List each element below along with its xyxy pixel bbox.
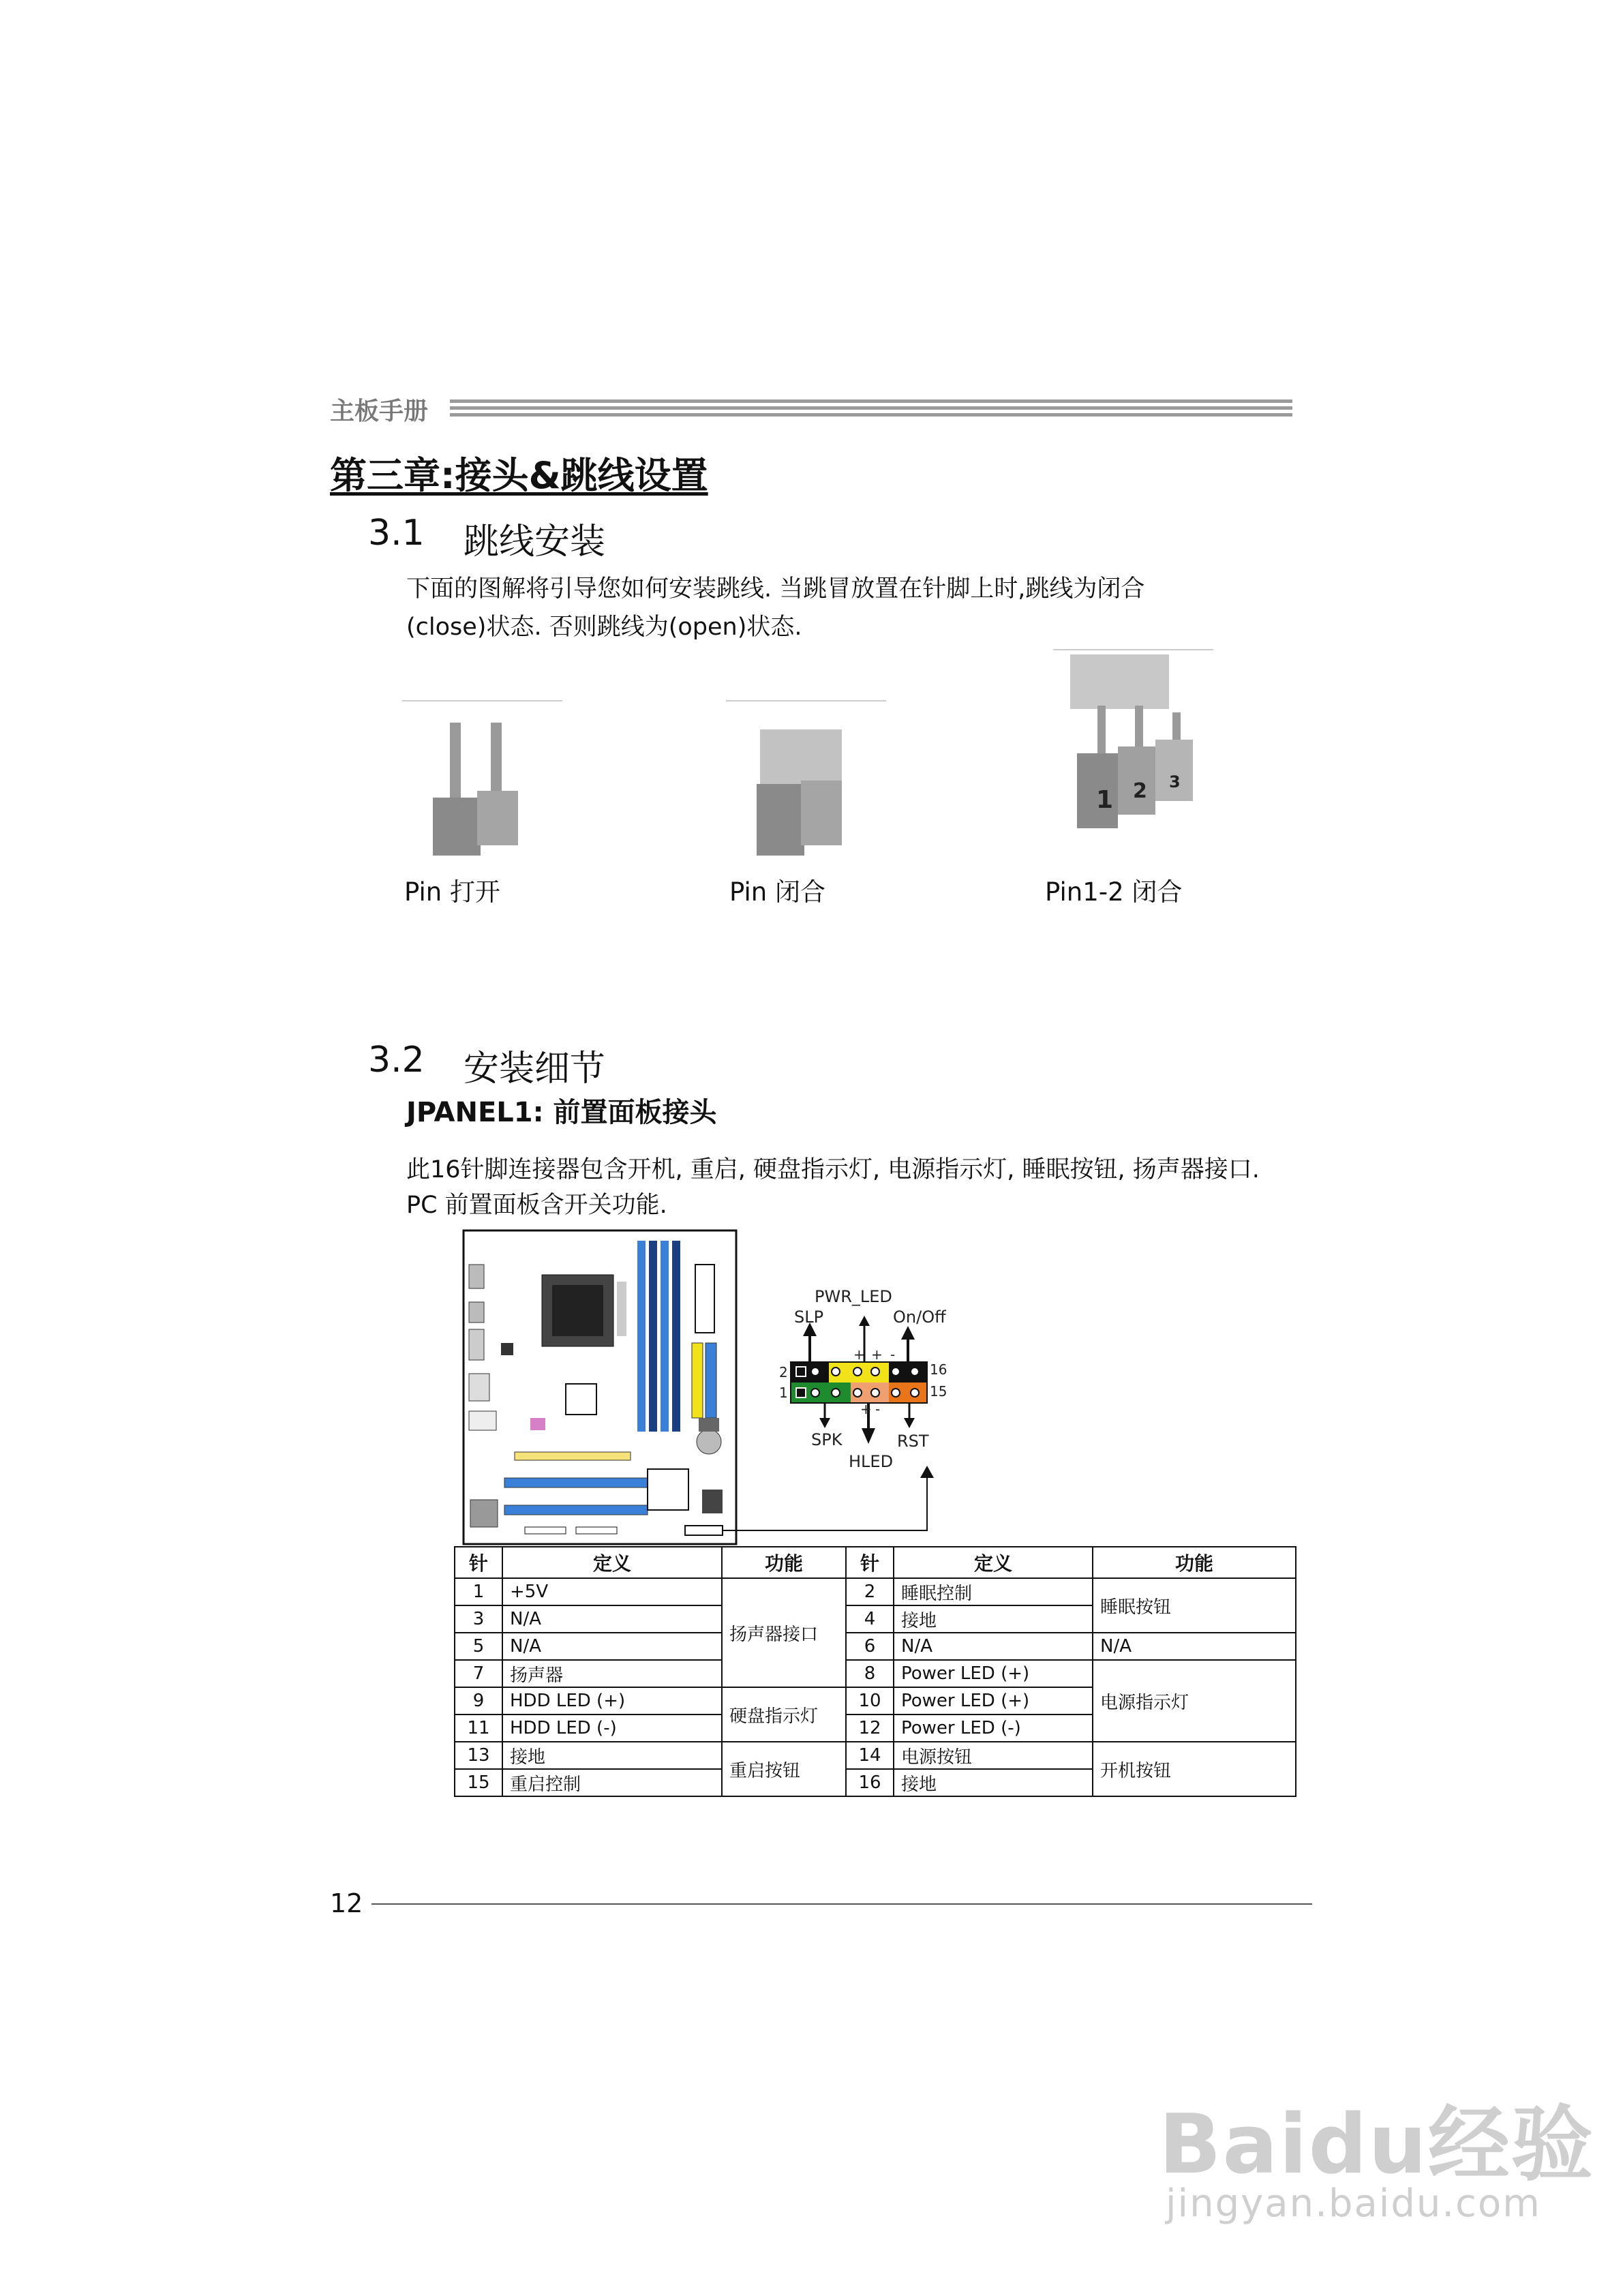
th-def-left: 定义 [502, 1547, 722, 1578]
section-3-1-para-1: 下面的图解将引导您如何安装跳线. 当跳冒放置在针脚上时,跳线为闭合 [406, 575, 1145, 603]
table-row: 13 接地 重启按钮 14 电源按钮 开机按钮 [455, 1742, 1296, 1769]
label-rst: RST [897, 1432, 929, 1451]
ram-slot [649, 1241, 657, 1432]
th-def-right: 定义 [894, 1547, 1093, 1578]
jpanel1-pin-table [454, 1546, 1296, 1797]
func-sleep: 睡眠按钮 [1093, 1578, 1296, 1633]
jumper-pin-1-label: 1 [1096, 786, 1114, 814]
func-hdd-led: 硬盘指示灯 [722, 1687, 846, 1742]
jpanel1-on-board [685, 1526, 723, 1535]
func-power-led: 电源指示灯 [1093, 1660, 1296, 1742]
ram-slot [661, 1241, 669, 1432]
ram-slot [672, 1241, 680, 1432]
func-na: N/A [1093, 1633, 1296, 1660]
table-row: 9 HDD LED (+) 硬盘指示灯 10 Power LED (+) [455, 1687, 1296, 1715]
func-reset: 重启按钮 [722, 1742, 846, 1796]
func-speaker: 扬声器接口 [722, 1578, 846, 1687]
table-row: 1 +5V 扬声器接口 2 睡眠控制 睡眠按钮 [455, 1578, 1296, 1605]
table-row: 15 重启控制 16 接地 [455, 1769, 1296, 1796]
baidu-watermark-logo: Baidu经验 [1159, 2098, 1594, 2192]
th-func-left: 功能 [722, 1547, 846, 1578]
label-minus-top: - [890, 1346, 896, 1363]
jpanel1-title: JPANEL1: 前置面板接头 [406, 1097, 717, 1128]
label-pin-15: 15 [930, 1383, 947, 1400]
jpanel1-connector [791, 1316, 927, 1444]
func-power-button: 开机按钮 [1093, 1742, 1296, 1796]
label-slp: SLP [794, 1308, 824, 1327]
section-3-2-para-1: 此16针脚连接器包含开机, 重启, 硬盘指示灯, 电源指示灯, 睡眠按钮, 扬声器接口. [406, 1156, 1260, 1183]
chapter-title: 第三章:接头&跳线设置 [330, 454, 708, 497]
table-row: 3 N/A 4 接地 [455, 1605, 1296, 1633]
section-3-1-title: 跳线安装 [464, 522, 606, 562]
label-on-off: On/Off [893, 1308, 946, 1327]
section-3-2-para-2: PC 前置面板含开关功能. [406, 1192, 667, 1219]
ram-slot [637, 1241, 646, 1432]
manual-header-title: 主板手册 [330, 397, 429, 425]
label-pwr-led: PWR_LED [815, 1287, 892, 1306]
jumper-1-2-closed-illustration [1050, 644, 1241, 849]
label-pin-16: 16 [930, 1361, 947, 1378]
page-number: 12 [330, 1888, 363, 1918]
jumper-pin-3-label: 3 [1169, 772, 1181, 791]
label-minus-bottom: - [875, 1401, 881, 1417]
label-spk: SPK [811, 1430, 843, 1449]
label-plus-top-1: + [853, 1346, 865, 1363]
table-row: 5 N/A 6 N/A N/A [455, 1633, 1296, 1660]
label-plus-bottom: + [860, 1401, 872, 1417]
footer-rule [371, 1903, 1312, 1905]
label-pin-1: 1 [779, 1385, 788, 1401]
label-pin-2: 2 [779, 1364, 788, 1380]
jumper-open-illustration [399, 695, 569, 859]
table-row: 7 扬声器 8 Power LED (+) 电源指示灯 [455, 1660, 1296, 1687]
jumper-closed-illustration [723, 695, 893, 859]
th-pin-left: 针 [455, 1547, 502, 1578]
th-pin-right: 针 [846, 1547, 894, 1578]
header-rule [450, 399, 1292, 419]
section-3-2-title: 安装细节 [464, 1048, 606, 1089]
section-3-1-number: 3.1 [368, 513, 425, 554]
jumper-pin-2-label: 2 [1133, 779, 1147, 803]
caption-pin-1-2-closed: Pin1-2 闭合 [1045, 877, 1183, 907]
jpanel1-diagram [457, 1227, 975, 1547]
section-3-2-number: 3.2 [368, 1040, 425, 1081]
caption-pin-open: Pin 打开 [404, 877, 500, 907]
label-plus-top-2: + [871, 1346, 883, 1363]
table-row: 11 HDD LED (-) 12 Power LED (-) [455, 1715, 1296, 1742]
baidu-watermark-url: jingyan.baidu.com [1166, 2181, 1541, 2226]
caption-pin-closed: Pin 闭合 [729, 877, 825, 907]
th-func-right: 功能 [1093, 1547, 1296, 1578]
section-3-1-para-2: (close)状态. 否则跳线为(open)状态. [406, 614, 802, 641]
label-hled: HLED [849, 1452, 894, 1471]
